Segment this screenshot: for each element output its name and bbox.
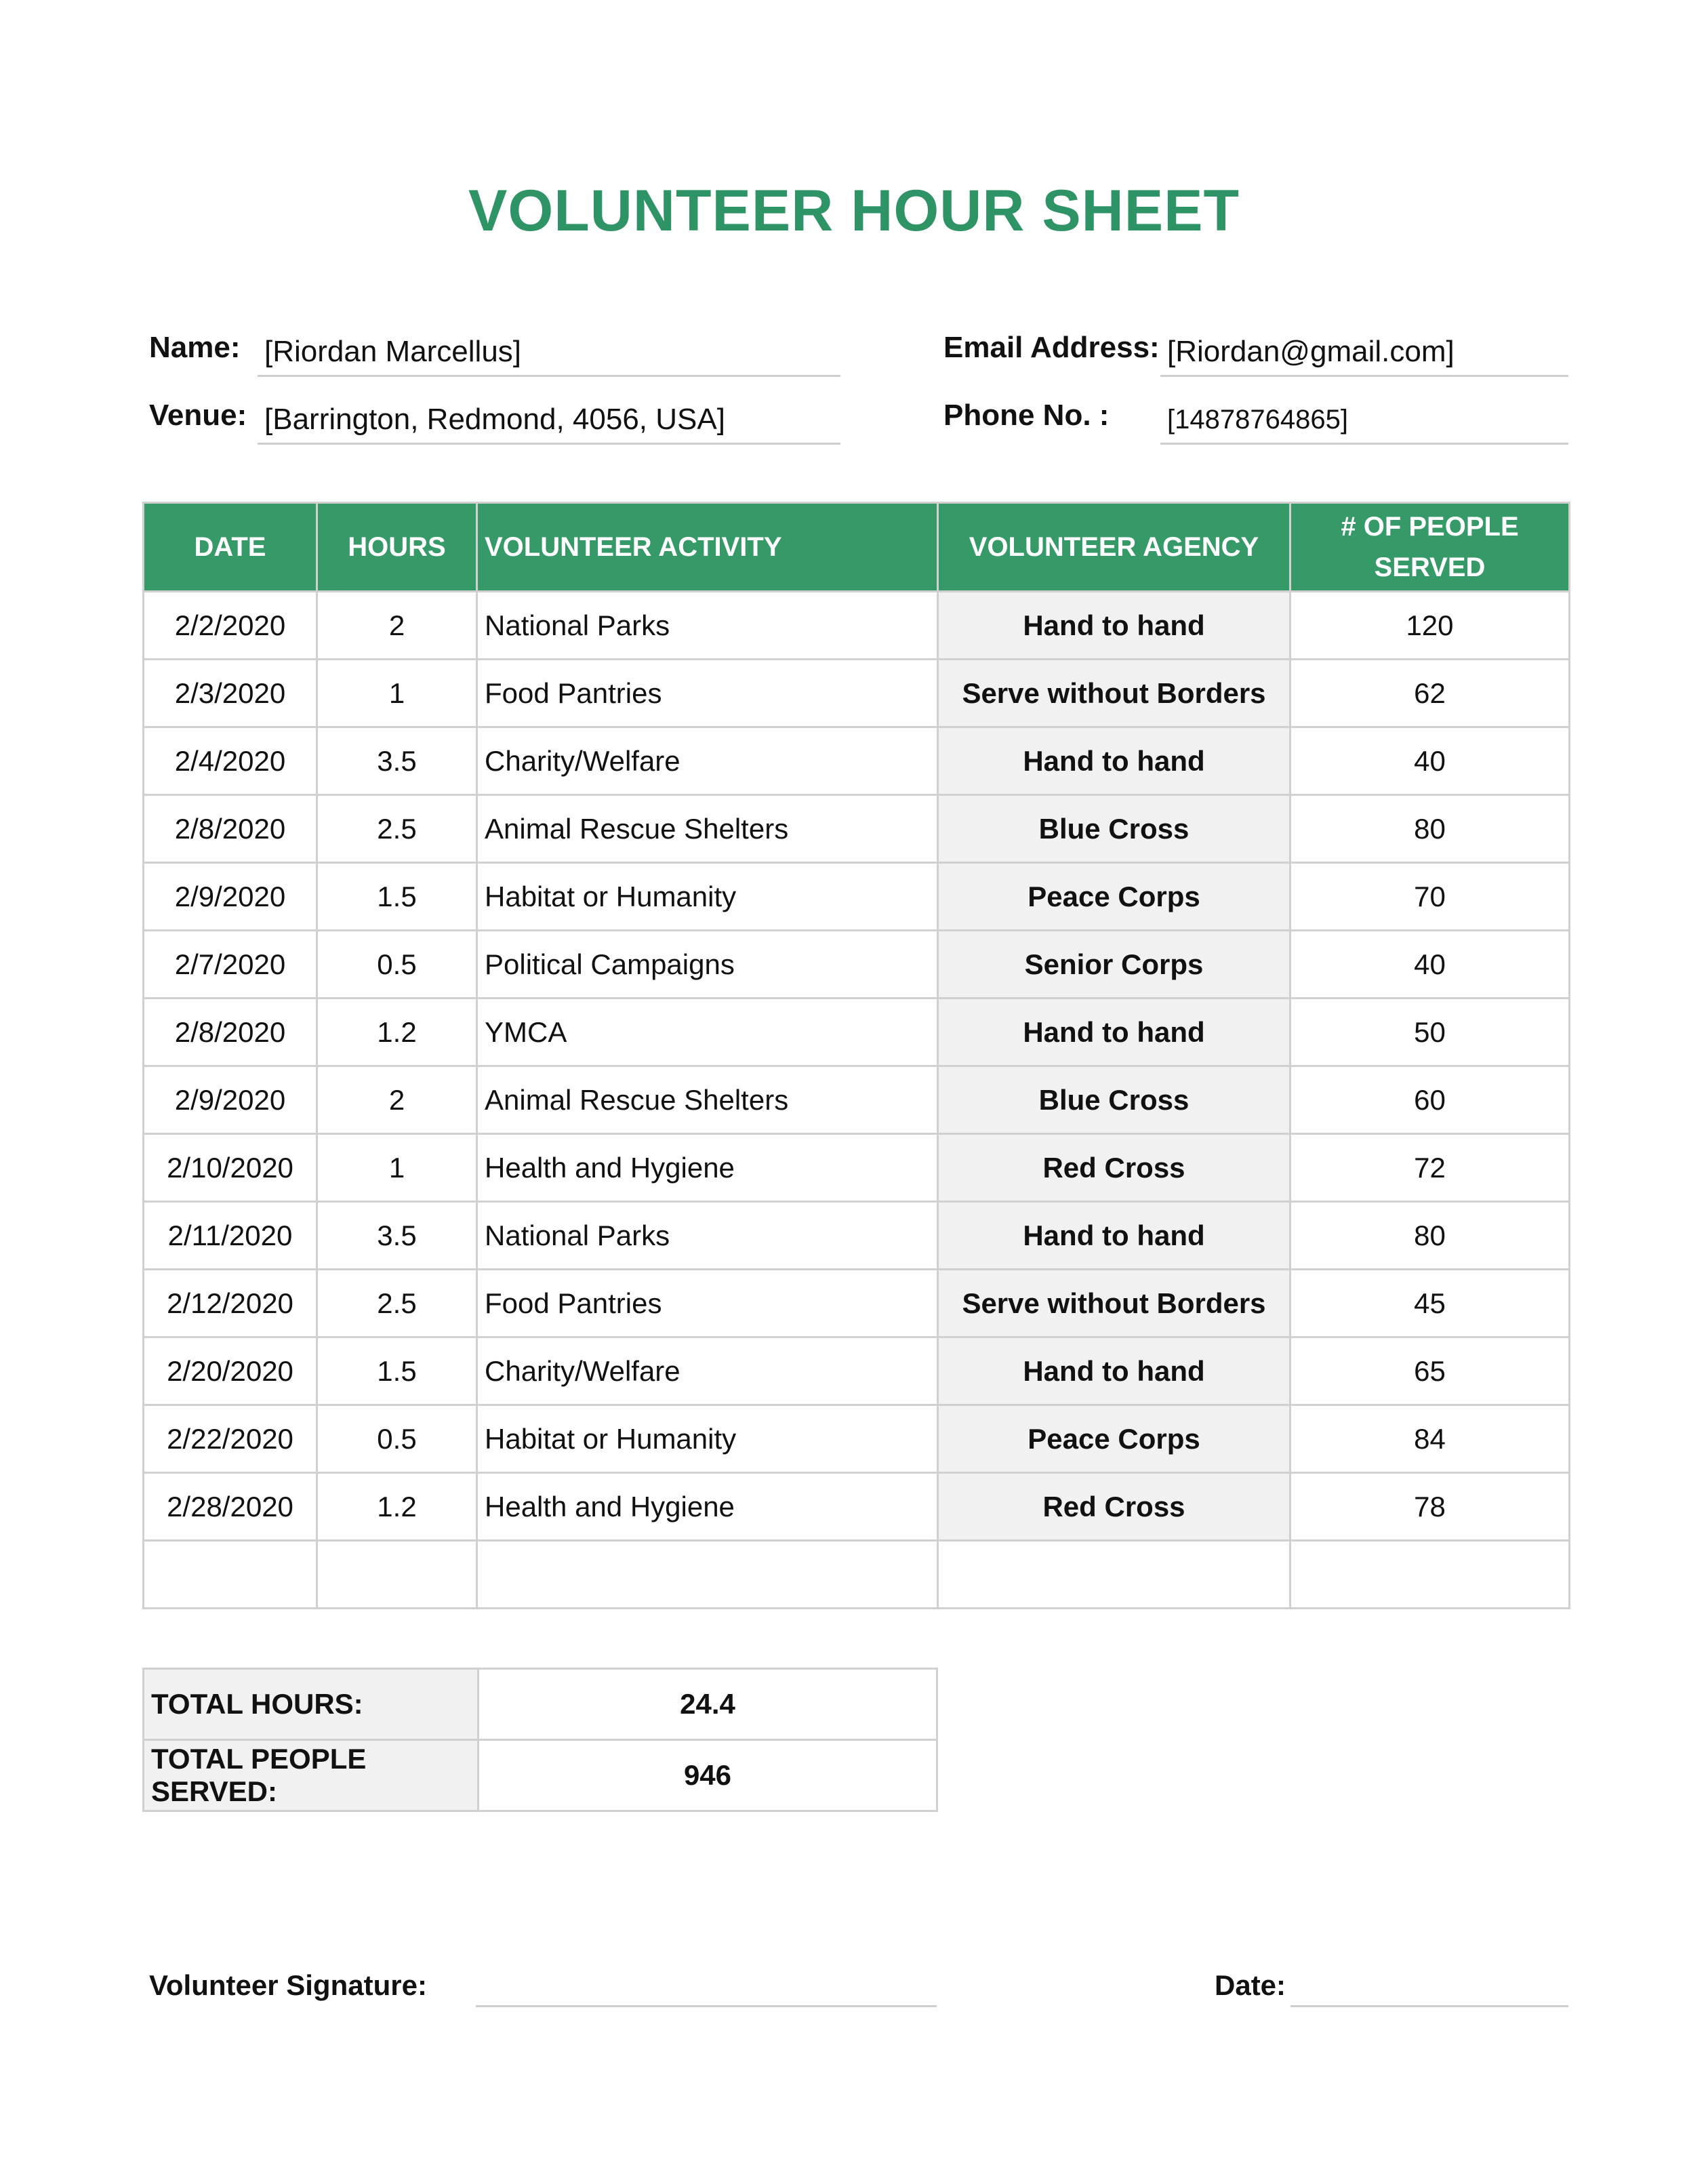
cell-activity[interactable]: National Parks — [477, 592, 938, 660]
cell-hours[interactable]: 2.5 — [317, 795, 477, 863]
table-row — [144, 1473, 1570, 1541]
cell-activity[interactable]: Charity/Welfare — [477, 727, 938, 795]
cell-people[interactable]: 65 — [1290, 1337, 1570, 1405]
cell-agency[interactable]: Peace Corps — [938, 863, 1290, 931]
volunteer-hours-table — [142, 502, 1570, 1609]
date-label: Date: — [1215, 1969, 1286, 2001]
date-line[interactable] — [1290, 2005, 1568, 2007]
cell-people[interactable]: 40 — [1290, 931, 1570, 999]
total-people-label: TOTAL PEOPLE SERVED: — [144, 1740, 479, 1811]
cell-date[interactable]: 2/7/2020 — [144, 931, 317, 999]
cell-people[interactable]: 60 — [1290, 1066, 1570, 1134]
cell-people[interactable]: 80 — [1290, 795, 1570, 863]
cell-activity[interactable]: Habitat or Humanity — [477, 1405, 938, 1473]
phone-field[interactable]: [14878764865] — [1160, 395, 1568, 445]
cell-hours[interactable]: 1.5 — [317, 863, 477, 931]
cell-date[interactable]: 2/12/2020 — [144, 1270, 317, 1337]
cell-activity[interactable]: Charity/Welfare — [477, 1337, 938, 1405]
cell-activity[interactable]: Political Campaigns — [477, 931, 938, 999]
cell-date[interactable]: 2/4/2020 — [144, 727, 317, 795]
table-row — [144, 999, 1570, 1066]
cell-people[interactable]: 70 — [1290, 863, 1570, 931]
table-row — [144, 795, 1570, 863]
cell-agency[interactable]: Blue Cross — [938, 795, 1290, 863]
name-field[interactable]: [Riordan Marcellus] — [258, 327, 840, 377]
cell-people[interactable]: 45 — [1290, 1270, 1570, 1337]
table-row — [144, 1270, 1570, 1337]
email-field[interactable]: [Riordan@gmail.com] — [1160, 327, 1568, 377]
header-agency: VOLUNTEER AGENCY — [938, 503, 1290, 592]
signature-label: Volunteer Signature: — [149, 1969, 427, 2001]
signature-line[interactable] — [476, 2005, 937, 2007]
cell-agency[interactable]: Hand to hand — [938, 727, 1290, 795]
cell-agency[interactable] — [938, 1541, 1290, 1609]
phone-label: Phone No. : — [943, 399, 1110, 432]
header-people-served: # OF PEOPLE SERVED — [1290, 503, 1570, 592]
cell-activity[interactable]: Health and Hygiene — [477, 1473, 938, 1541]
cell-activity[interactable] — [477, 1541, 938, 1609]
cell-activity[interactable]: Animal Rescue Shelters — [477, 1066, 938, 1134]
total-people-value[interactable]: 946 — [479, 1740, 937, 1811]
table-header-row — [144, 503, 1570, 592]
cell-people[interactable]: 120 — [1290, 592, 1570, 660]
cell-agency[interactable]: Red Cross — [938, 1134, 1290, 1202]
cell-hours[interactable]: 3.5 — [317, 1202, 477, 1270]
name-label: Name: — [149, 331, 241, 364]
cell-activity[interactable]: Food Pantries — [477, 1270, 938, 1337]
table-row — [144, 1134, 1570, 1202]
cell-activity[interactable]: Habitat or Humanity — [477, 863, 938, 931]
header-hours: HOURS — [317, 503, 477, 592]
cell-agency[interactable]: Hand to hand — [938, 999, 1290, 1066]
cell-activity[interactable]: Animal Rescue Shelters — [477, 795, 938, 863]
cell-date[interactable]: 2/9/2020 — [144, 863, 317, 931]
total-hours-row — [144, 1669, 937, 1740]
cell-hours[interactable]: 2 — [317, 1066, 477, 1134]
cell-people[interactable]: 50 — [1290, 999, 1570, 1066]
cell-activity[interactable]: Health and Hygiene — [477, 1134, 938, 1202]
table-row — [144, 1405, 1570, 1473]
totals-table — [142, 1668, 938, 1812]
cell-hours[interactable]: 1 — [317, 1134, 477, 1202]
cell-date[interactable]: 2/10/2020 — [144, 1134, 317, 1202]
cell-hours[interactable]: 1.2 — [317, 999, 477, 1066]
cell-date[interactable] — [144, 1541, 317, 1609]
cell-agency[interactable]: Hand to hand — [938, 1337, 1290, 1405]
page-title: VOLUNTEER HOUR SHEET — [468, 178, 1240, 243]
total-hours-label: TOTAL HOURS: — [144, 1669, 479, 1740]
table-row — [144, 1337, 1570, 1405]
total-hours-value[interactable]: 24.4 — [479, 1669, 937, 1740]
cell-date[interactable]: 2/8/2020 — [144, 795, 317, 863]
cell-agency[interactable]: Senior Corps — [938, 931, 1290, 999]
cell-hours[interactable]: 3.5 — [317, 727, 477, 795]
table-row — [144, 863, 1570, 931]
header-date: DATE — [144, 503, 317, 592]
cell-date[interactable]: 2/8/2020 — [144, 999, 317, 1066]
cell-hours[interactable]: 2 — [317, 592, 477, 660]
cell-people[interactable]: 78 — [1290, 1473, 1570, 1541]
cell-hours[interactable]: 1 — [317, 660, 477, 727]
cell-agency[interactable]: Red Cross — [938, 1473, 1290, 1541]
venue-field[interactable]: [Barrington, Redmond, 4056, USA] — [258, 395, 840, 445]
cell-hours[interactable]: 0.5 — [317, 1405, 477, 1473]
cell-people[interactable]: 84 — [1290, 1405, 1570, 1473]
cell-activity[interactable]: Food Pantries — [477, 660, 938, 727]
table-row — [144, 660, 1570, 727]
cell-date[interactable]: 2/9/2020 — [144, 1066, 317, 1134]
cell-hours[interactable]: 1.2 — [317, 1473, 477, 1541]
cell-activity[interactable]: National Parks — [477, 1202, 938, 1270]
table-row — [144, 1066, 1570, 1134]
email-label: Email Address: — [943, 331, 1160, 364]
cell-date[interactable]: 2/28/2020 — [144, 1473, 317, 1541]
cell-date[interactable]: 2/3/2020 — [144, 660, 317, 727]
cell-people[interactable]: 40 — [1290, 727, 1570, 795]
total-people-row — [144, 1740, 937, 1811]
cell-agency[interactable]: Hand to hand — [938, 592, 1290, 660]
cell-hours[interactable]: 0.5 — [317, 931, 477, 999]
table-row-empty — [144, 1541, 1570, 1609]
cell-agency[interactable]: Hand to hand — [938, 1202, 1290, 1270]
cell-date[interactable]: 2/20/2020 — [144, 1337, 317, 1405]
table-row — [144, 931, 1570, 999]
header-activity: VOLUNTEER ACTIVITY — [477, 503, 938, 592]
cell-agency[interactable]: Serve without Borders — [938, 660, 1290, 727]
cell-date[interactable]: 2/2/2020 — [144, 592, 317, 660]
table-row — [144, 727, 1570, 795]
table-row — [144, 592, 1570, 660]
cell-people[interactable]: 62 — [1290, 660, 1570, 727]
cell-hours[interactable]: 2.5 — [317, 1270, 477, 1337]
cell-agency[interactable]: Peace Corps — [938, 1405, 1290, 1473]
cell-people[interactable] — [1290, 1541, 1570, 1609]
cell-date[interactable]: 2/22/2020 — [144, 1405, 317, 1473]
cell-people[interactable]: 72 — [1290, 1134, 1570, 1202]
cell-hours[interactable]: 1.5 — [317, 1337, 477, 1405]
cell-people[interactable]: 80 — [1290, 1202, 1570, 1270]
cell-hours[interactable] — [317, 1541, 477, 1609]
cell-date[interactable]: 2/11/2020 — [144, 1202, 317, 1270]
cell-agency[interactable]: Blue Cross — [938, 1066, 1290, 1134]
cell-agency[interactable]: Serve without Borders — [938, 1270, 1290, 1337]
venue-label: Venue: — [149, 399, 247, 432]
table-row — [144, 1202, 1570, 1270]
cell-activity[interactable]: YMCA — [477, 999, 938, 1066]
